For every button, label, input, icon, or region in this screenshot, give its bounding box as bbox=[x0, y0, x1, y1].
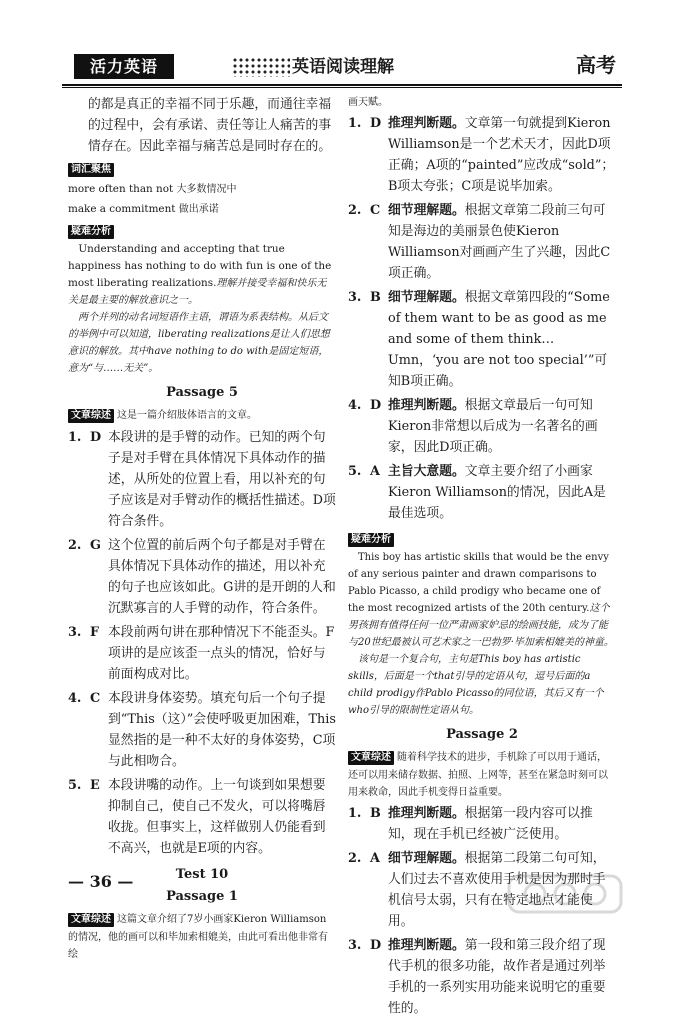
answer-item bbox=[68, 775, 336, 859]
answer-item bbox=[348, 113, 616, 197]
difficulty-en: Understanding and accepting that true happiness has nothing to do with fun is one of the most liberating realizations. bbox=[68, 243, 332, 289]
answer-number: 1. bbox=[348, 806, 362, 821]
explanation-text: 根据文章第二段前三句可知是海边的美丽景色使Kieron Williamson对画画产生了兴趣，因此C项正确。 bbox=[388, 203, 611, 281]
summary-text: 随着科学技术的进步，手机除了可以用于通话，还可以用来储存数据、拍照、上网等，甚至在紧急时刻可以用来救命，因此手机变得日益重要。 bbox=[348, 752, 608, 798]
test-title: Test 10 bbox=[175, 867, 229, 882]
difficulty-cn: 理解并接受幸福和快乐无关是最主要的解放意识之一。 bbox=[68, 278, 327, 306]
answer-explanation: 本段前两句讲在那种情况下不能歪头。F项讲的是应该歪一点头的情况，恰好与前面构成对比。 bbox=[108, 625, 335, 682]
left-column bbox=[68, 94, 336, 963]
difficulty-note: 该句是一个复合句，主句是This boy has artistic skills，后面是一个that引导的定语从句，逗号后面的a child prodigy作Pablo Picasso的同位语，其后又有一个who引导的限制性定语从句。 bbox=[348, 654, 604, 716]
answer-explanation bbox=[388, 200, 616, 284]
explanation-text: 根据第二段第二句可知，人们过去不喜欢使用手机是因为那时手机信号太弱，只有在特定地点才能使用。 bbox=[388, 851, 606, 929]
question-type: 细节理解题。 bbox=[388, 203, 465, 218]
answer-explanation: 本段讲的是手臂的动作。已知的两个句子是对手臂在具体情况下具体动作的描述，从所处的位置上看，用以补充的句子应该是对手臂动作的概括性描述。D项符合条件。 bbox=[108, 430, 336, 529]
vocab-item bbox=[68, 179, 336, 199]
explanation-text: 第一段和第三段介绍了现代手机的很多功能，故作者是通过列举手机的一系列实用功能来说明它的重要性的。 bbox=[388, 938, 606, 1016]
intro-line: 的过程中，会有承诺、责任等让人痛苦的事 bbox=[88, 118, 332, 133]
page-number: — 36 — bbox=[68, 872, 134, 891]
answer-number: 2. bbox=[68, 538, 82, 553]
intro-continuation bbox=[68, 94, 336, 157]
difficulty-tag: 疑难分析 bbox=[348, 533, 394, 547]
answer-letter: D bbox=[90, 430, 102, 445]
section-title: 英语阅读理解 bbox=[292, 57, 394, 77]
explanation-text: 根据第一段内容可以推知，现在手机已经被广泛使用。 bbox=[388, 806, 593, 842]
watermark-icon bbox=[505, 870, 625, 920]
answer-item bbox=[68, 535, 336, 619]
answer-number: 4. bbox=[348, 398, 362, 413]
summary-tag: 文章综述 bbox=[348, 751, 394, 765]
intro-line: 情存在。因此幸福与痛苦总是同时存在的。 bbox=[88, 139, 332, 154]
answer-letter: D bbox=[370, 116, 382, 131]
vocab-item bbox=[68, 199, 336, 219]
answer-number: 1. bbox=[68, 430, 82, 445]
explanation-text: 根据文章第四段的“Some of them want to be as good as me and some of them think… Umn，‘you are not too special’”可知B项正确。 bbox=[388, 290, 610, 389]
passage-1-summary-continued: 画天赋。 bbox=[348, 97, 388, 108]
answer-letter: D bbox=[370, 398, 382, 413]
difficulty-en: This boy has artistic skills that would be the envy of any serious painter and drawn comparisons to Pablo Picasso, a child prodigy who became one of the most recognized artists of the 20th century. bbox=[348, 552, 609, 614]
answer-item bbox=[348, 461, 616, 524]
answer-letter: D bbox=[370, 938, 382, 953]
passage-5-answers bbox=[68, 427, 336, 859]
answer-explanation bbox=[388, 935, 616, 1019]
answer-item bbox=[348, 935, 616, 1019]
answer-item bbox=[348, 803, 616, 845]
difficulty-tag: 疑难分析 bbox=[68, 225, 114, 239]
passage-1-title: Passage 1 bbox=[166, 889, 238, 904]
intro-line: 的都是真正的幸福不同于乐趣，而通往幸福 bbox=[88, 97, 332, 112]
question-type: 细节理解题。 bbox=[388, 851, 465, 866]
answer-item bbox=[348, 200, 616, 284]
passage-1-summary bbox=[68, 911, 336, 963]
answer-letter: C bbox=[370, 203, 381, 218]
summary-text: 这篇文章介绍了7岁小画家Kieron Williamson的情况，他的画可以和毕加索相媲美，由此可看出他非常有绘 bbox=[68, 914, 328, 960]
question-type: 推理判断题。 bbox=[388, 398, 465, 413]
summary-tag: 文章综述 bbox=[68, 913, 114, 927]
answer-number: 4. bbox=[68, 691, 82, 706]
answer-explanation bbox=[388, 287, 616, 392]
vocab-cn: 大多数情况中 bbox=[176, 184, 237, 195]
vocab-en: make a commitment bbox=[68, 203, 176, 215]
answer-letter: A bbox=[370, 851, 380, 866]
answer-item bbox=[68, 688, 336, 772]
passage-2-summary bbox=[348, 749, 616, 801]
difficulty-sentence bbox=[68, 241, 336, 309]
explanation-text: 根据文章最后一句可知Kieron非常想以后成为一名著名的画家，因此D项正确。 bbox=[388, 398, 598, 455]
answer-item bbox=[348, 395, 616, 458]
passage-5-summary bbox=[68, 407, 336, 425]
answer-number: 3. bbox=[68, 625, 82, 640]
answer-letter: F bbox=[90, 625, 100, 640]
vocab-en: more often than not bbox=[68, 183, 174, 195]
summary-tag: 文章综述 bbox=[68, 409, 114, 423]
answer-number: 1. bbox=[348, 116, 362, 131]
explanation-text: 文章主要介绍了小画家Kieron Williamson的情况，因此A是最佳选项。 bbox=[388, 464, 606, 521]
header-rule-thin bbox=[62, 87, 622, 88]
answer-number: 5. bbox=[68, 778, 82, 793]
answer-number: 2. bbox=[348, 851, 362, 866]
answer-letter: B bbox=[370, 290, 381, 305]
summary-text: 这是一篇介绍肢体语言的文章。 bbox=[117, 410, 257, 421]
answer-item bbox=[68, 622, 336, 685]
answer-explanation bbox=[388, 461, 616, 524]
answer-explanation: 本段讲嘴的动作。上一句谈到如果想要抑制自己，使自己不发火，可以将嘴唇收拢。但事实上，这样做别人仍能看到不高兴，也就是E项的内容。 bbox=[108, 778, 326, 856]
answer-letter: E bbox=[90, 778, 100, 793]
passage-5-title: Passage 5 bbox=[166, 385, 238, 400]
header-rule bbox=[62, 84, 622, 86]
difficulty-cn: 这个男孩拥有值得任何一位严肃画家妒忌的绘画技能，成为了能与20世纪最被认可艺术家之一巴勃罗·毕加索相媲美的神童。 bbox=[348, 603, 614, 648]
answer-number: 3. bbox=[348, 938, 362, 953]
question-type: 主旨大意题。 bbox=[388, 464, 465, 479]
answer-number: 3. bbox=[348, 290, 362, 305]
vocab-tag: 词汇聚焦 bbox=[68, 163, 114, 177]
answer-explanation bbox=[388, 803, 616, 845]
vocab-cn: 做出承诺 bbox=[178, 204, 219, 215]
question-type: 细节理解题。 bbox=[388, 290, 465, 305]
answer-letter: G bbox=[90, 538, 101, 553]
exam-tag: 高考 bbox=[576, 53, 616, 77]
page-header bbox=[62, 52, 622, 82]
answer-explanation bbox=[388, 113, 616, 197]
difficulty-sentence bbox=[348, 549, 616, 651]
answer-explanation: 这个位置的前后两个句子都是对手臂在具体情况下具体动作的描述，用以补充的句子也应该如此。G讲的是开朗的人和沉默寡言的人手臂的动作，符合条件。 bbox=[108, 538, 336, 616]
question-type: 推理判断题。 bbox=[388, 806, 465, 821]
answer-item bbox=[68, 427, 336, 532]
answer-explanation: 本段讲身体姿势。填充句后一个句子提到“This（这）”会使呼吸更加困难，This显然指的是一种不太好的身体姿势，C项与此相吻合。 bbox=[108, 691, 336, 769]
answer-letter: C bbox=[90, 691, 101, 706]
answer-number: 2. bbox=[348, 203, 362, 218]
answer-letter: B bbox=[370, 806, 381, 821]
dot-pattern-decoration bbox=[232, 57, 290, 77]
answer-item bbox=[348, 287, 616, 392]
explanation-text: 文章第一句就提到Kieron Williamson是一个艺术天才，因此D项正确；A项的“painted”应改成“sold”；B项太夸张；C项是说毕加索。 bbox=[388, 116, 615, 194]
answer-explanation bbox=[388, 395, 616, 458]
answer-number: 5. bbox=[348, 464, 362, 479]
difficulty-note: 两个并列的动名词短语作主语，谓语为系表结构。从后文的举例中可以知道，liberating realizations是让人们思想意识的解放。其中have nothing to do with是固定短语，意为“与……无关”。 bbox=[68, 312, 330, 374]
question-type: 推理判断题。 bbox=[388, 938, 465, 953]
vocab-list bbox=[68, 179, 336, 219]
answer-letter: A bbox=[370, 464, 380, 479]
question-type: 推理判断题。 bbox=[388, 116, 465, 131]
passage-2-title: Passage 2 bbox=[446, 727, 518, 742]
passage-1-answers bbox=[348, 113, 616, 524]
brand-label: 活力英语 bbox=[74, 54, 174, 79]
